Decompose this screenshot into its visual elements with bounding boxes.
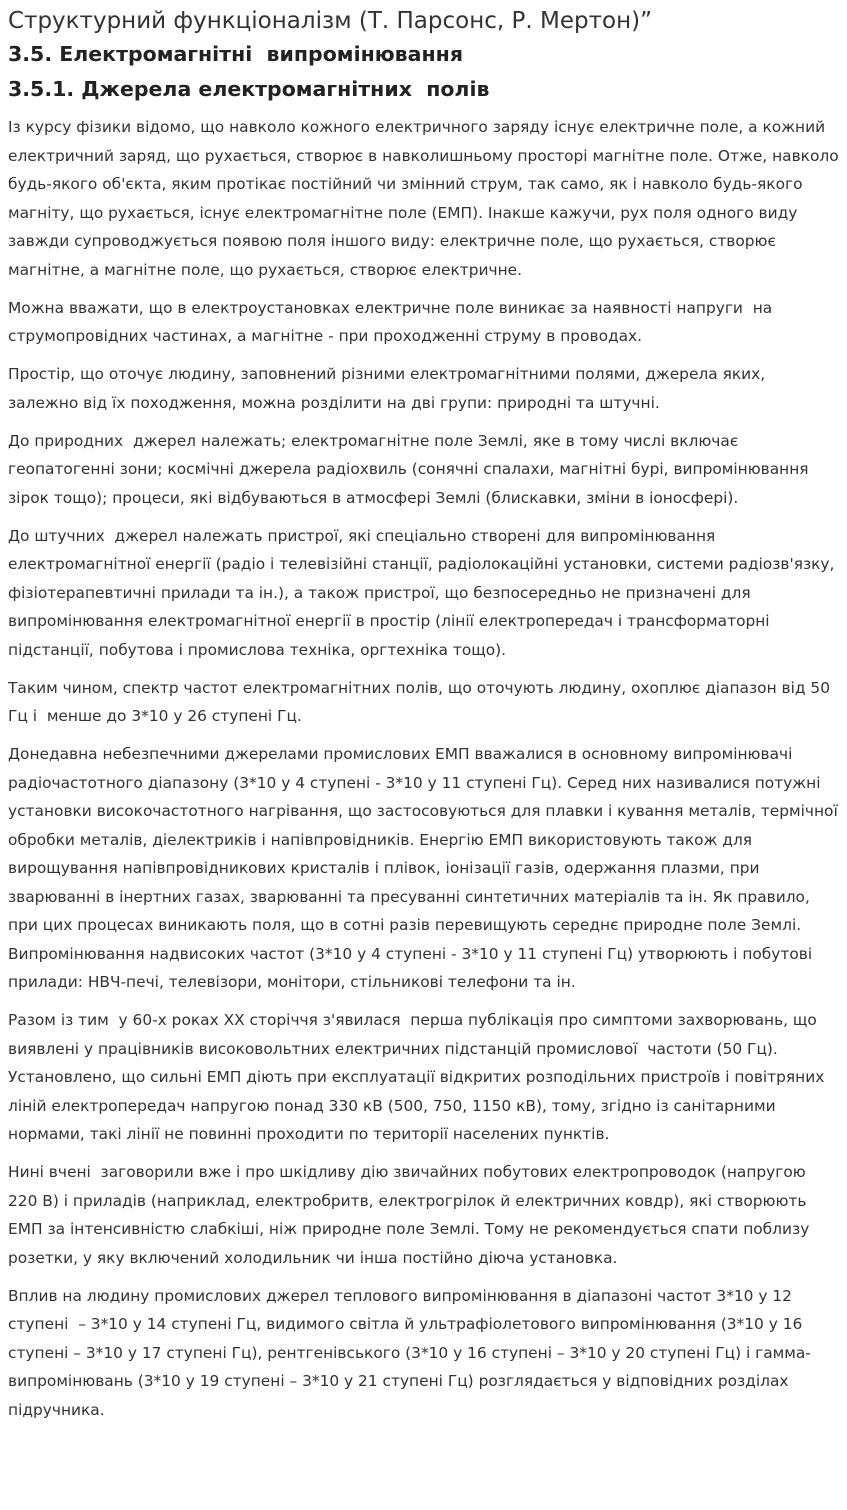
document-page [0, 6, 847, 1424]
paragraph: Разом із тим у 60-х роках XX сторіччя з'явилася перша публікація про симптоми захворювань, що виявлені у працівників високовольтних електричних підстанцій промислової частоти (50 Гц). Установлено, що сильні ЕМП діють при експлуатації відкритих розподільних пристроїв і повітряних ліній електропередач напругою понад 330 кВ (500, 750, 1150 кВ), тому, згідно із санітарними нормами, такі лінії не повинні проходити по території населених пунктів. [8, 1011, 830, 1143]
paragraph: Вплив на людину промислових джерел теплового випромінювання в діапазоні частот 3*10 у 12 ступені – 3*10 у 14 ступені Гц, видимого світла й ультрафіолетового випромінювання (3*10 у 16 ступені – 3*10 у 17 ступені Гц), рентгенівського (3*10 у 16 ступені – 3*10 у 20 ступені Гц) і гамма-випромінювань (3*10 у 19 ступені – 3*10 у 21 ступені Гц) розглядається у відповідних розділах підручника. [8, 1286, 811, 1419]
paragraph: Простір, що оточує людину, заповнений різними електромагнітними полями, джерела яких, залежно від їх походження, можна розділити на дві групи: природні та штучні. [8, 365, 771, 412]
paragraph: Із курсу фізики відомо, що навколо кожного електричного заряду існує електричне поле, а кожний електричний заряд, що рухається, створює в навколишньому просторі магнітне поле. Отже, навколо будь-якого об'єкта, яким протікає постійний чи змінний струм, так само, як і навколо будь-якого магніту, що рухається, існує електромагнітне поле (ЕМП). Інакше кажучи, рух поля одного виду завжди супроводжується появою поля іншого виду: електричне поле, що рухається, створює магнітне, а магнітне поле, що рухається, створює електричне. [8, 118, 844, 279]
paragraph: Нині вчені заговорили вже і про шкідливу дію звичайних побутових електропроводок (напругою 220 В) і приладів (наприклад, електробритв, електрогрілок й електричних ковдр), які створюють ЕМП за інтенсивністю слабкіші, ніж природне поле Землі. Тому не рекомендується спати поблизу розетки, у яку включений холодильник чи інша постійно діюча установка. [8, 1163, 815, 1267]
subsection-heading: 3.5.1. Джерела електромагнітних полів [8, 77, 490, 101]
paragraph: Можна вважати, що в електроустановках електричне поле виникає за наявності напруги на струмопровідних частинах, а магнітне - при проходженні струму в проводах. [8, 298, 778, 345]
paragraph: Таким чином, спектр частот електромагнітних полів, що оточують людину, охоплює діапазон від 50 Гц і менше до 3*10 у 26 ступені Гц. [8, 678, 835, 725]
paragraph: Донедавна небезпечними джерелами промислових ЕМП вважалися в основному випромінювачі радіочастотного діапазону (3*10 у 4 ступені - 3*10 у 11 ступені Гц). Серед них називалися потужні установки високочастотного нагрівання, що застосовуються для плавки і кування металів, термічної обробки металів, діелектриків і напівпровідників. Енергію ЕМП використовують також для вирощування напівпровідникових кристалів і плівок, іонізації газів, одержання плазми, при зварюванні в інертних газах, зварюванні та пресуванні синтетичних матеріалів та ін. Як правило, при цих процесах виникають поля, що в сотні разів перевищують середнє природне поле Землі. Випромінювання надвисоких частот (3*10 у 4 ступені - 3*10 у 11 ступені Гц) утворюють і побутові прилади: НВЧ-печі, телевізори, монітори, стільникові телефони та ін. [8, 745, 843, 991]
section-heading: 3.5. Електромагнітні випромінювання [8, 42, 463, 66]
paragraph: До штучних джерел належать пристрої, які спеціально створені для випромінювання електромагнітної енергії (радіо і телевізійні станції, радіолокаційні установки, системи радіозв'язку, фізіотерапевтичні прилади та ін.), а також пристрої, що безпосередньо не призначені для випромінювання електромагнітної енергії в простір (лінії електропередач і трансформаторні підстанції, побутова і промислова техніка, оргтехніка тощо). [8, 526, 840, 659]
paragraph: До природних джерел належать; електромагнітне поле Землі, яке в тому числі включає геопатогенні зони; космічні джерела радіохвиль (сонячні спалахи, магнітні бурі, випромінювання зірок тощо); процеси, які відбуваються в атмосфері Землі (блискавки, зміни в іоносфері). [8, 431, 814, 507]
previous-section-title: Структурний функціоналізм (Т. Парсонс, Р. Мертон)” [8, 8, 652, 34]
